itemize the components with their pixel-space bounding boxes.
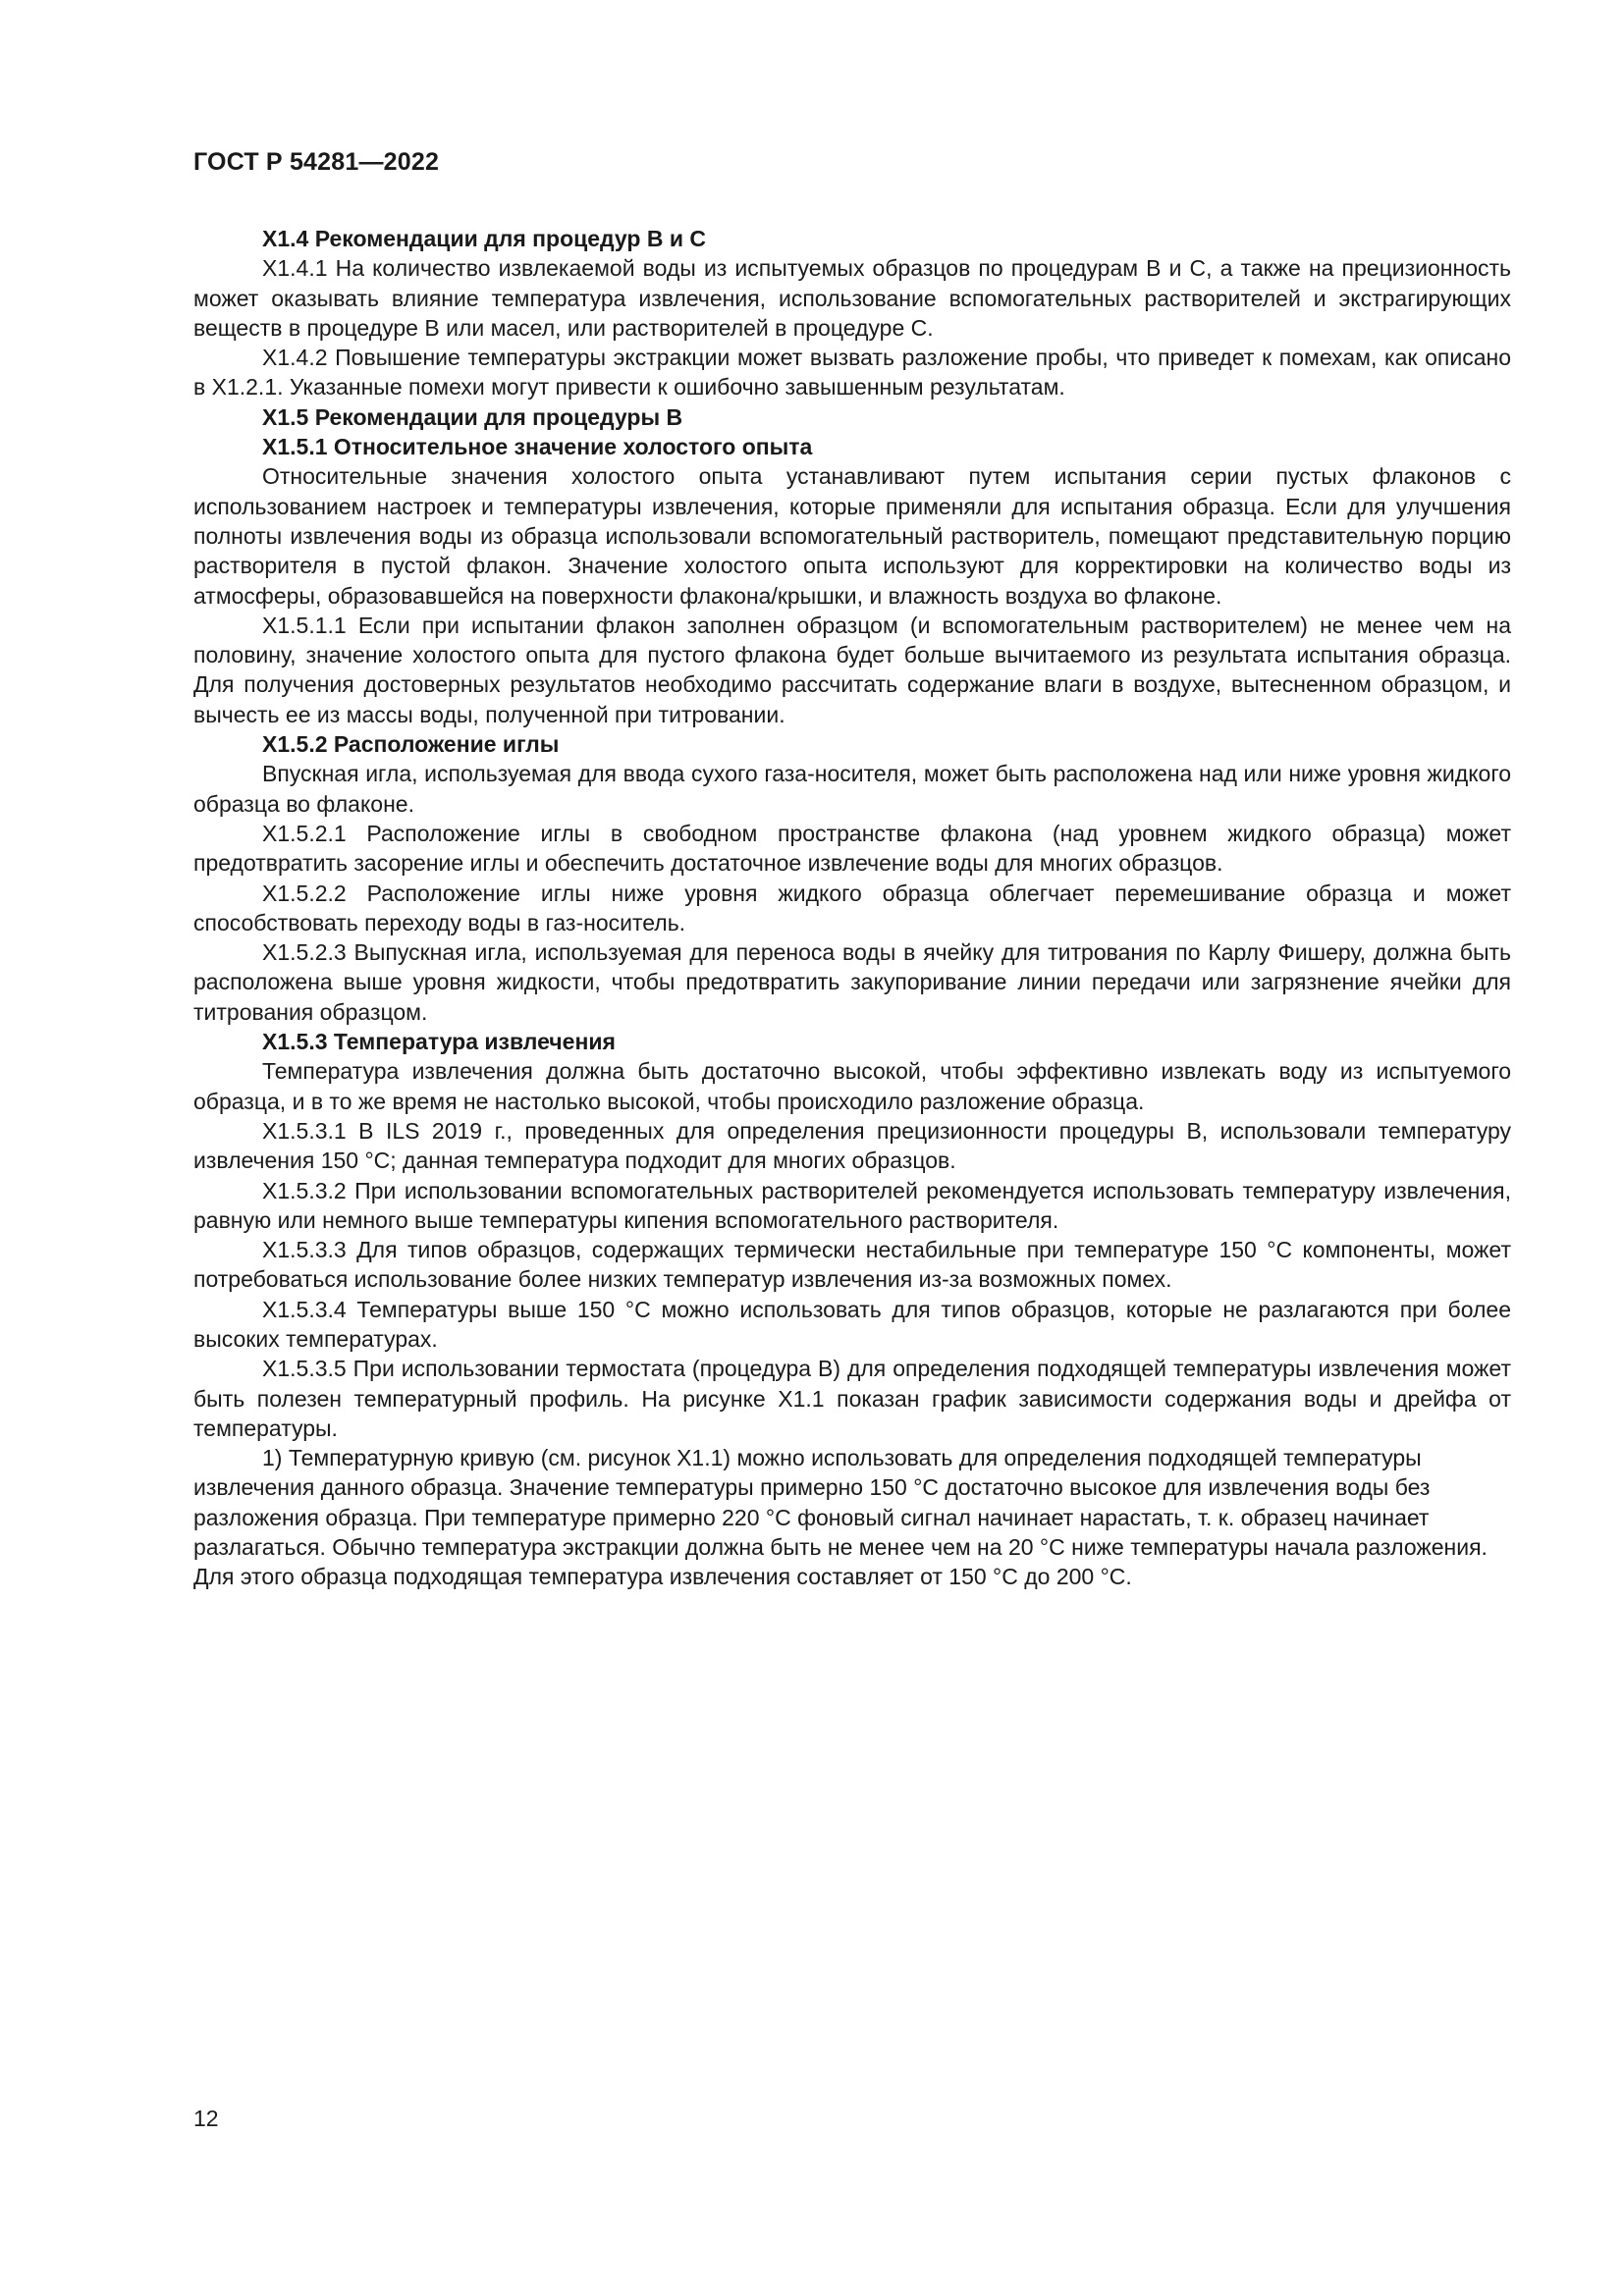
section-heading-x1-5: X1.5 Рекомендации для процедуры B bbox=[262, 403, 683, 430]
paragraph-x1-5-2: Впускная игла, используемая для ввода сухого газа-носителя, может быть расположена над или ниже уровня жидкого образца во флаконе. bbox=[193, 761, 1511, 817]
paragraph-x1-5-3-5: X1.5.3.5 При использовании термостата (процедура B) для определения подходящей температуры извлечения может быть полезен температурный профиль. На рисунке X1.1 показан график зависимости содержания воды и дрейфа от температуры. bbox=[193, 1356, 1511, 1441]
paragraph-x1-5-1-1: X1.5.1.1 Если при испытании флакон заполнен образцом (и вспомогательным растворителем) не менее чем на половину, значение холостого опыта для пустого флакона будет больше вычитаемого из результата испытания образца. Для получения достоверных результатов необходимо рассчитать содержание влаги в воздухе, вытесненном образцом, и вычесть ее из массы воды, полученной при титровании. bbox=[193, 612, 1511, 727]
paragraph-x1-5-2-2: X1.5.2.2 Расположение иглы ниже уровня жидкого образца облегчает перемешивание образца и может способствовать переходу воды в газ-носитель. bbox=[193, 880, 1511, 935]
paragraph-x1-5-2-3: X1.5.2.3 Выпускная игла, используемая для переноса воды в ячейку для титрования по Карлу Фишеру, должна быть расположена выше уровня жидкости, чтобы предотвратить закупоривание линии передачи или загрязнение ячейки для титрования образцом. bbox=[193, 939, 1511, 1025]
section-heading-x1-5-3: X1.5.3 Температура извлечения bbox=[262, 1029, 616, 1055]
document-header: ГОСТ Р 54281—2022 bbox=[193, 148, 440, 176]
paragraph-x1-5-3: Температура извлечения должна быть достаточно высокой, чтобы эффективно извлекать воду из испытуемого образца, и в то же время не настолько высокой, чтобы происходило разложение образца. bbox=[193, 1058, 1511, 1114]
paragraph-x1-5-3-3: X1.5.3.3 Для типов образцов, содержащих термически нестабильные при температуре 150 °C компоненты, может потребоваться использование более низких температур извлечения из-за возможных помех. bbox=[193, 1237, 1511, 1293]
section-heading-x1-5-1: X1.5.1 Относительное значение холостого опыта bbox=[262, 434, 813, 460]
paragraph-x1-5-1: Относительные значения холостого опыта устанавливают путем испытания серии пустых флаконов с использованием настроек и температуры извлечения, которые применяли для испытания образца. Если для улучшения полноты извлечения воды из образца использовали вспомогательный растворитель, помещают представительную порцию растворителя в пустой флакон. Значение холостого опыта используют для корректировки на количество воды из атмосферы, образовавшейся на поверхности флакона/крышки, и влажность воздуха во флаконе. bbox=[193, 463, 1511, 609]
section-heading-x1-5-2: X1.5.2 Расположение иглы bbox=[262, 731, 560, 758]
document-body bbox=[193, 224, 1511, 1592]
paragraph-x1-5-2-1: X1.5.2.1 Расположение иглы в свободном пространстве флакона (над уровнем жидкого образца) может предотвратить засорение иглы и обеспечить достаточное извлечение воды для многих образцов. bbox=[193, 820, 1511, 877]
paragraph-x1-4-1: X1.4.1 На количество извлекаемой воды из испытуемых образцов по процедурам B и C, а также на прецизионность может оказывать влияние температура извлечения, использование вспомогательных растворителей и экстрагирующих веществ в процедуре B или масел, или растворителей в процедуре C. bbox=[193, 255, 1511, 341]
paragraph-x1-4-2: X1.4.2 Повышение температуры экстракции может вызвать разложение пробы, что приведет к помехам, как описано в X1.2.1. Указанные помехи могут привести к ошибочно завышенным результатам. bbox=[193, 345, 1511, 400]
section-heading-x1-4: X1.4 Рекомендации для процедур B и C bbox=[262, 226, 707, 251]
paragraph-x1-5-3-5-item-1: 1) Температурную кривую (см. рисунок X1.1) можно использовать для определения подходящей температуры извлечения данного образца. Значение температуры примерно 150 °C достаточно высокое для извлечения воды без разложения образца. При температуре примерно 220 °C фоновый сигнал начинает нарастать, т. к. образец начинает разлагаться. Обычно температура экстракции должна быть не менее чем на 20 °C ниже температуры начала разложения. Для этого образца подходящая температура извлечения составляет от 150 °C до 200 °C. bbox=[193, 1445, 1488, 1590]
paragraph-x1-5-3-2: X1.5.3.2 При использовании вспомогательных растворителей рекомендуется использовать температуру извлечения, равную или немного выше температуры кипения вспомогательного растворителя. bbox=[193, 1177, 1511, 1233]
paragraph-x1-5-3-1: X1.5.3.1 В ILS 2019 г., проведенных для определения прецизионности процедуры B, использовали температуру извлечения 150 °C; данная температура подходит для многих образцов. bbox=[193, 1117, 1511, 1174]
paragraph-x1-5-3-4: X1.5.3.4 Температуры выше 150 °C можно использовать для типов образцов, которые не разлагаются при более высоких температурах. bbox=[193, 1296, 1511, 1352]
page-number: 12 bbox=[193, 2106, 219, 2131]
